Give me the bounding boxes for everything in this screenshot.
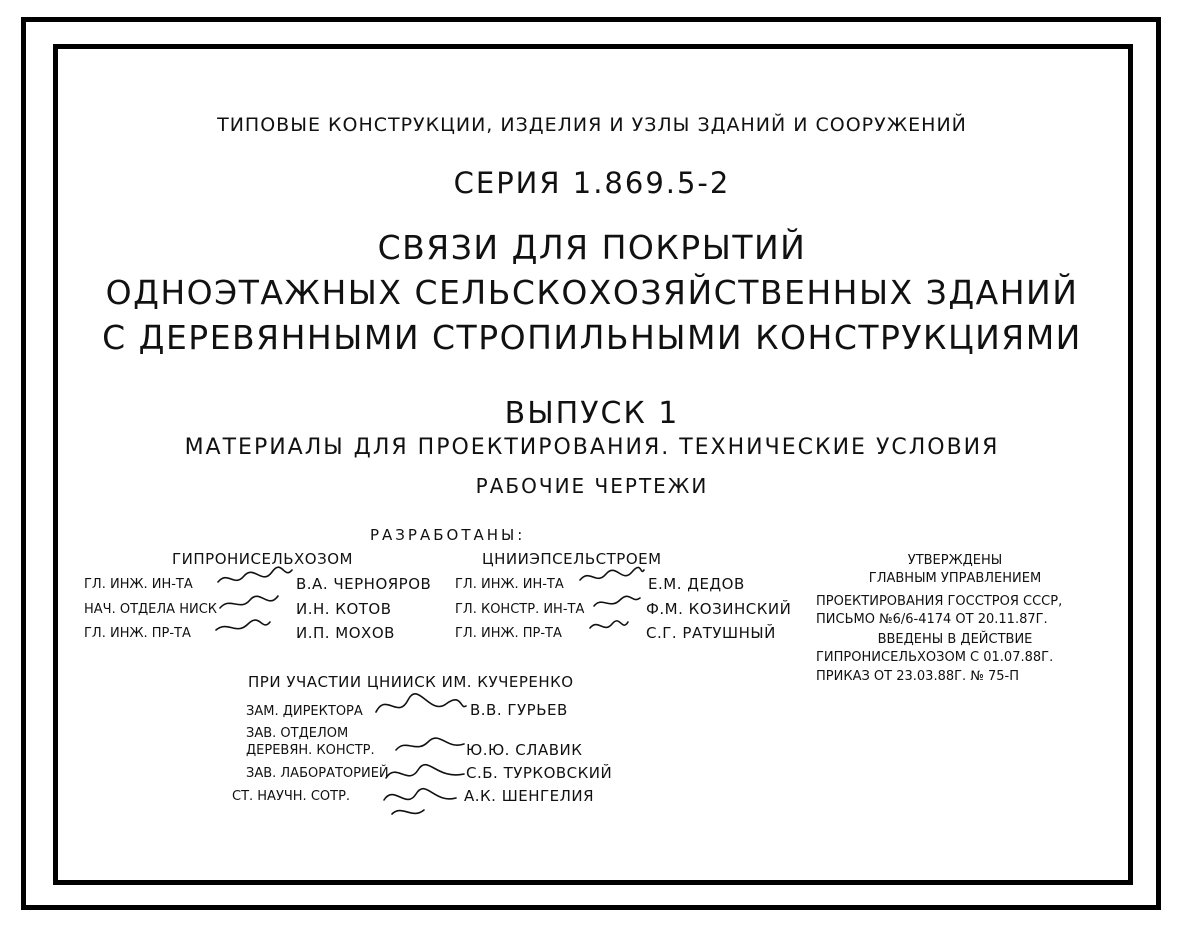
issue-number: ВЫПУСК 1 — [504, 396, 680, 431]
org2-person-1: Е.М. ДЕДОВ — [648, 575, 745, 593]
approval-line-2: ГЛАВНЫМ УПРАВЛЕНИЕМ — [868, 571, 1042, 586]
issue-subtitle: МАТЕРИАЛЫ ДЛЯ ПРОЕКТИРОВАНИЯ. ТЕХНИЧЕСКИЕ УСЛОВИЯ — [184, 435, 1000, 460]
title-line-2: ОДНОЭТАЖНЫХ СЕЛЬСКОХОЗЯЙСТВЕННЫХ ЗДАНИЙ — [105, 273, 1079, 312]
participation-role-3: ДЕРЕВЯН. КОНСТР. — [246, 743, 375, 758]
developed-label: РАЗРАБОТАНЫ: — [370, 526, 526, 544]
org2-role-3: ГЛ. ИНЖ. ПР-ТА — [455, 626, 562, 641]
approval-line-6: ГИПРОНИСЕЛЬХОЗОМ С 01.07.88Г. — [816, 650, 1054, 665]
signature-participation — [372, 690, 468, 826]
org1-role-1: ГЛ. ИНЖ. ИН-ТА — [84, 577, 193, 592]
header-line: ТИПОВЫЕ КОНСТРУКЦИИ, ИЗДЕЛИЯ И УЗЛЫ ЗДАНИЙ И СООРУЖЕНИЙ — [217, 114, 967, 136]
participation-role-4: ЗАВ. ЛАБОРАТОРИЕЙ — [246, 766, 389, 781]
org1-role-2: НАЧ. ОТДЕЛА НИСК — [84, 602, 217, 617]
org1-name: ГИПРОНИСЕЛЬХОЗОМ — [172, 550, 353, 568]
signature-org2 — [578, 566, 646, 640]
participation-role-1: ЗАМ. ДИРЕКТОРА — [246, 704, 363, 719]
org2-person-3: С.Г. РАТУШНЫЙ — [646, 624, 776, 642]
participation-person-3: Ю.Ю. СЛАВИК — [466, 741, 583, 759]
participation-person-1: В.В. ГУРЬЕВ — [470, 701, 568, 719]
org2-role-1: ГЛ. ИНЖ. ИН-ТА — [455, 577, 564, 592]
participation-header: ПРИ УЧАСТИИ ЦНИИСК ИМ. КУЧЕРЕНКО — [248, 673, 574, 691]
series-number: СЕРИЯ 1.869.5-2 — [453, 166, 731, 200]
participation-person-4: С.Б. ТУРКОВСКИЙ — [466, 764, 613, 782]
org2-role-2: ГЛ. КОНСТР. ИН-ТА — [455, 602, 585, 617]
title-line-3: С ДЕРЕВЯННЫМИ СТРОПИЛЬНЫМИ КОНСТРУКЦИЯМИ — [102, 318, 1082, 357]
approval-line-1: УТВЕРЖДЕНЫ — [907, 553, 1003, 568]
signature-org1 — [214, 566, 296, 640]
org1-person-2: И.Н. КОТОВ — [296, 600, 392, 618]
participation-role-2: ЗАВ. ОТДЕЛОМ — [246, 726, 349, 741]
org1-role-3: ГЛ. ИНЖ. ПР-ТА — [84, 626, 191, 641]
approval-line-4: ПИСЬМО №6/6-4174 ОТ 20.11.87Г. — [816, 612, 1048, 627]
issue-subtitle-2: РАБОЧИЕ ЧЕРТЕЖИ — [475, 474, 709, 498]
org1-person-3: И.П. МОХОВ — [296, 624, 395, 642]
participation-person-5: А.К. ШЕНГЕЛИЯ — [464, 787, 595, 805]
org2-person-2: Ф.М. КОЗИНСКИЙ — [646, 600, 792, 618]
org2-name: ЦНИИЭПСЕЛЬСТРОЕМ — [482, 550, 662, 568]
participation-role-5: СТ. НАУЧН. СОТР. — [232, 789, 351, 804]
approval-line-5: ВВЕДЕНЫ В ДЕЙСТВИЕ — [877, 632, 1033, 647]
approval-line-7: ПРИКАЗ ОТ 23.03.88Г. № 75-П — [816, 669, 1019, 684]
approval-line-3: ПРОЕКТИРОВАНИЯ ГОССТРОЯ СССР, — [816, 594, 1063, 609]
title-line-1: СВЯЗИ ДЛЯ ПОКРЫТИЙ — [377, 228, 807, 267]
org1-person-1: В.А. ЧЕРНОЯРОВ — [296, 575, 432, 593]
